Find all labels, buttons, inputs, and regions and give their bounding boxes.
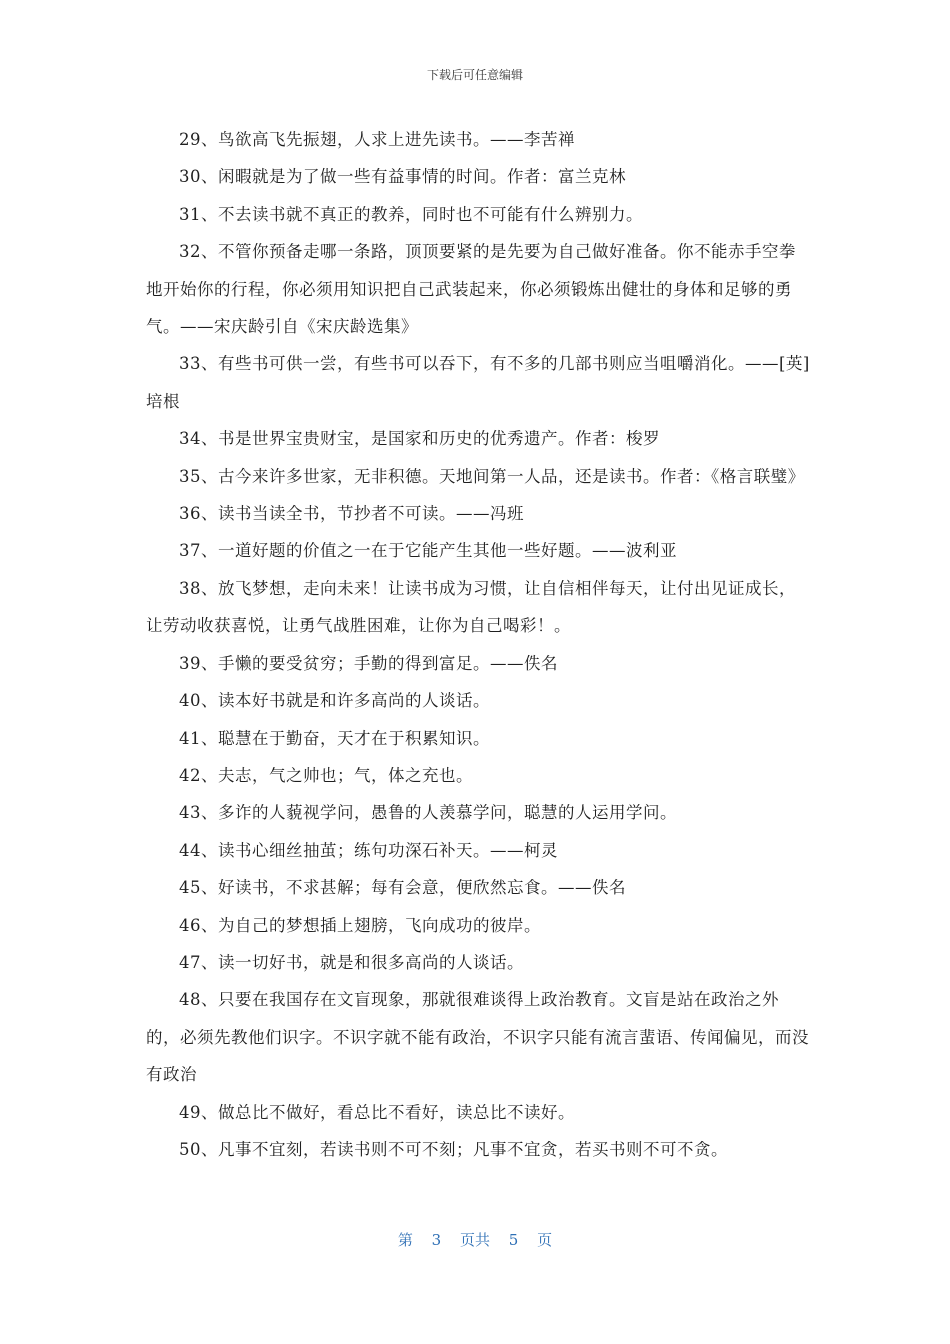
quote-paragraph: 33、有些书可供一尝，有些书可以吞下，有不多的几部书则应当咀嚼消化。——[英]培根 — [146, 354, 810, 411]
quote-paragraph: 35、古今来许多世家，无非积德。天地间第一人品，还是读书。作者：《格言联璧》 — [179, 466, 805, 486]
quote-paragraph: 41、聪慧在于勤奋，天才在于积累知识。 — [179, 728, 490, 748]
page-header: 下载后可任意编辑 — [426, 68, 523, 82]
footer-total-pages: 5 — [508, 1231, 519, 1249]
quote-paragraph: 30、闲暇就是为了做一些有益事情的时间。作者：富兰克林 — [179, 167, 626, 187]
quote-paragraph: 45、好读书，不求甚解；每有会意，便欣然忘食。——佚名 — [179, 878, 626, 898]
quote-paragraph: 49、做总比不做好，看总比不看好，读总比不读好。 — [179, 1102, 575, 1122]
quote-paragraph: 36、读书当读全书，节抄者不可读。——冯班 — [179, 504, 524, 524]
page-footer — [0, 1229, 950, 1250]
footer-suffix: 页 — [537, 1231, 553, 1249]
quote-paragraph: 42、夫志，气之帅也；气，体之充也。 — [179, 765, 473, 785]
quote-paragraph: 38、放飞梦想，走向未来！让读书成为习惯，让自信相伴每天，让付出见证成长，让劳动收获喜悦，让勇气战胜困难，让你为自己喝彩！。 — [146, 578, 796, 636]
quote-paragraph: 40、读本好书就是和许多高尚的人谈话。 — [179, 691, 490, 711]
document-body — [146, 121, 811, 1168]
quote-paragraph: 48、只要在我国存在文盲现象，那就很难谈得上政治教育。文盲是站在政治之外的，必须先教他们识字。不识字就不能有政治，不识字只能有流言蜚语、传闻偏见，而没有政治 — [146, 990, 809, 1085]
quote-paragraph: 43、多诈的人藐视学问，愚鲁的人羡慕学问，聪慧的人运用学问。 — [179, 803, 677, 823]
quote-paragraph: 29、鸟欲高飞先振翅，人求上进先读书。——李苦禅 — [179, 130, 575, 149]
footer-middle: 页共 — [459, 1231, 490, 1249]
quote-paragraph: 34、书是世界宝贵财宝，是国家和历史的优秀遗产。作者：梭罗 — [179, 429, 660, 449]
quote-paragraph: 46、为自己的梦想插上翅膀，飞向成功的彼岸。 — [179, 915, 541, 935]
quote-paragraph: 47、读一切好书，就是和很多高尚的人谈话。 — [179, 952, 524, 972]
quote-paragraph: 50、凡事不宜刻，若读书则不可不刻；凡事不宜贪，若买书则不可不贪。 — [179, 1139, 728, 1159]
quote-paragraph: 32、不管你预备走哪一条路，顶顶要紧的是先要为自己做好准备。你不能赤手空拳地开始你的行程，你必须用知识把自己武装起来，你必须锻炼出健壮的身体和足够的勇气。——宋庆龄引自《宋庆龄选集》 — [146, 242, 796, 337]
footer-prefix: 第 — [397, 1231, 413, 1249]
footer-page-number: 3 — [431, 1231, 442, 1249]
quote-paragraph: 39、手懒的要受贫穷；手勤的得到富足。——佚名 — [179, 653, 558, 673]
quote-paragraph: 37、一道好题的价值之一在于它能产生其他一些好题。——波利亚 — [179, 541, 677, 561]
quote-paragraph: 31、不去读书就不真正的教养，同时也不可能有什么辨别力。 — [179, 204, 643, 224]
quote-paragraph: 44、读书心细丝抽茧；练句功深石补天。——柯灵 — [179, 840, 558, 860]
